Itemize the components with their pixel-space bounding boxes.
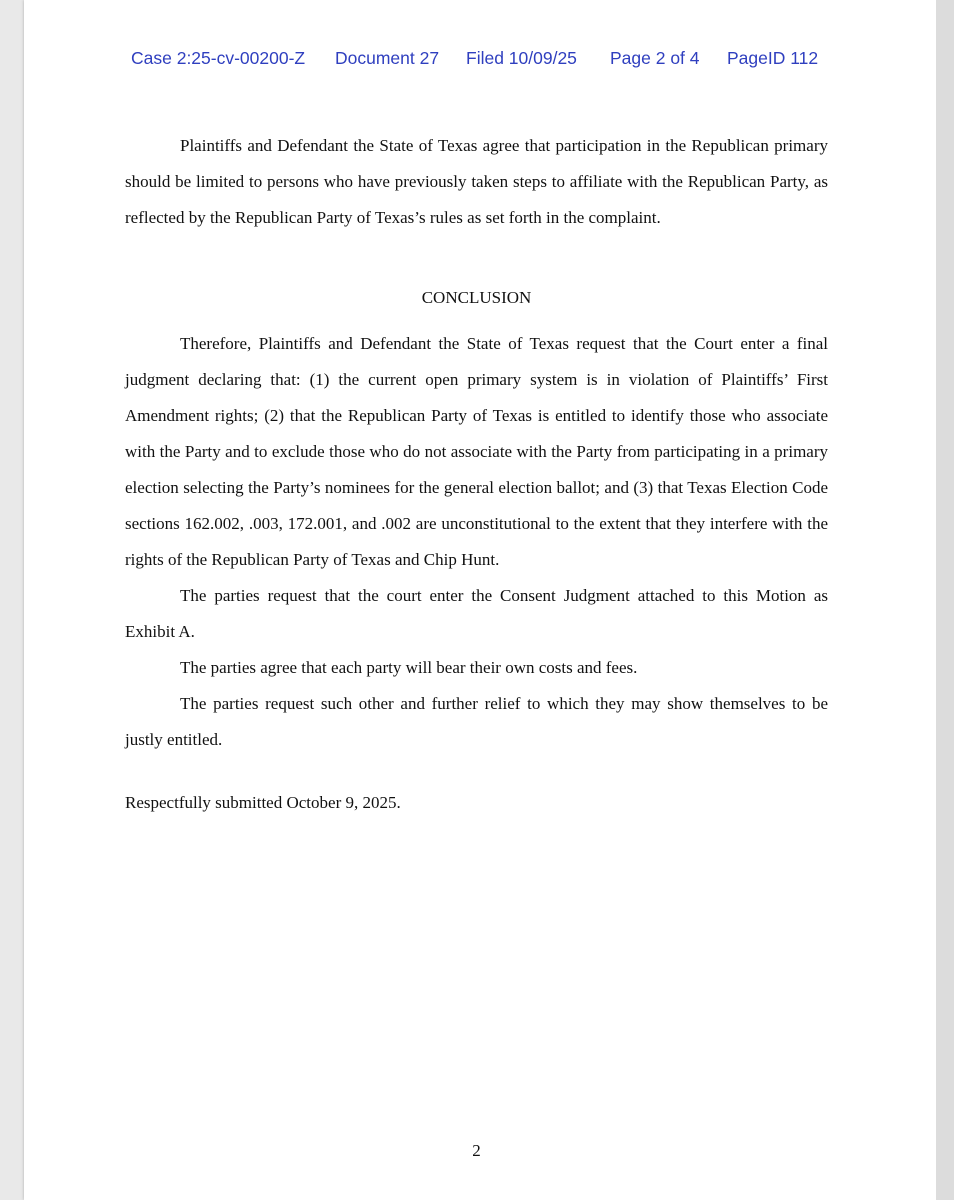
conclusion-heading: CONCLUSION xyxy=(421,288,532,307)
court-filing-header xyxy=(131,48,851,72)
page-id: PageID 112 xyxy=(727,48,819,68)
costs-paragraph: The parties agree that each party will bear their own costs and fees. xyxy=(180,658,638,677)
document-number: Document 27 xyxy=(335,48,440,68)
consent-judgment-paragraph: The parties request that the court enter the Consent Judgment attached to this Motion as Exhibit A. xyxy=(125,586,828,641)
document-page xyxy=(24,0,936,1200)
page-count: Page 2 of 4 xyxy=(610,48,700,68)
filed-date: Filed 10/09/25 xyxy=(466,48,577,68)
request-judgment-paragraph: Therefore, Plaintiffs and Defendant the State of Texas request that the Court enter a final judgment declaring that: (1) the current open primary system is in violation of Plaintiffs’ First Amendment rights; (2) that the Republican Party of Texas is entitled to identify those who associate with the Party and to exclude those who do not associate with the Party from participating in a primary election selecting the Party’s nominees for the general election ballot; and (3) that Texas Election Code sections 162.002, .003, 172.001, and .002 are unconstitutional to the extent that they interfere with the rights of the Republican Party of Texas and Chip Hunt. xyxy=(125,334,828,569)
viewer-background-edge xyxy=(936,0,954,1200)
page-number: 2 xyxy=(472,1141,481,1160)
further-relief-paragraph: The parties request such other and further relief to which they may show themselves to be justly entitled. xyxy=(125,694,828,749)
agreement-paragraph: Plaintiffs and Defendant the State of Texas agree that participation in the Republican primary should be limited to persons who have previously taken steps to affiliate with the Republican Party, as reflected by the Republican Party of Texas’s rules as set forth in the complaint. xyxy=(125,136,828,227)
signature-line: Respectfully submitted October 9, 2025. xyxy=(125,793,401,812)
case-number: Case 2:25-cv-00200-Z xyxy=(131,48,306,68)
